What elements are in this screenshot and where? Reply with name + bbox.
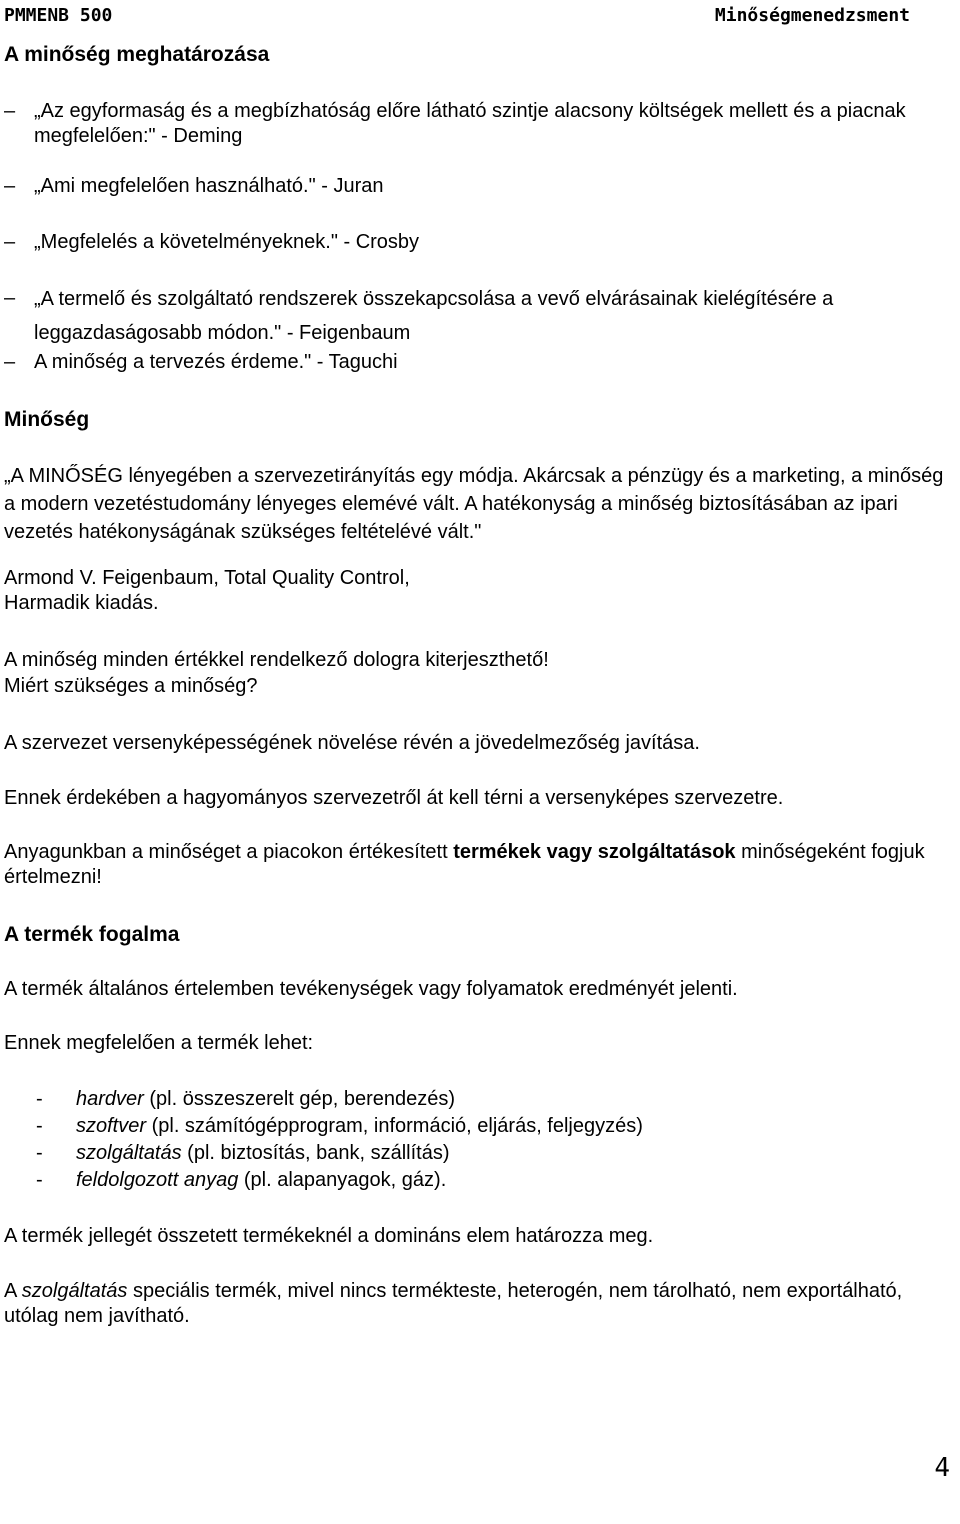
product-definition: A termék általános értelemben tevékenységek vagy folyamatok eredményét jelenti. xyxy=(4,978,738,1000)
product-desc: (pl. összeszerelt gép, berendezés) xyxy=(143,1088,456,1110)
quote-text: A minőség a tervezés érdeme." - Taguchi xyxy=(34,351,398,373)
dash-bullet: – xyxy=(4,231,16,253)
page-number: 4 xyxy=(934,1453,950,1483)
dash-bullet: – xyxy=(4,351,16,373)
interpretation-paragraph xyxy=(4,840,950,890)
dash-bullet: – xyxy=(4,100,16,122)
quote-feigenbaum xyxy=(4,286,944,350)
quote-text: „Az egyformaság és a megbízhatóság előre látható szintje alacsony költségek mellett és a piacnak megfelelően:" - Deming xyxy=(34,100,906,147)
product-desc: (pl. számítógépprogram, információ, eljárás, feljegyzés) xyxy=(146,1115,643,1137)
interpretation-emphasis: termékek vagy szolgáltatások xyxy=(453,841,736,863)
organization-paragraph: Ennek érdekében a hagyományos szervezetről át kell térni a versenyképes szervezetre. xyxy=(4,787,784,809)
source-line-2: Harmadik kiadás. xyxy=(4,592,159,614)
product-term: szoftver xyxy=(76,1115,147,1137)
feigenbaum-quote: „A MINŐSÉG lényegében a szervezetirányítás egy módja. Akárcsak a pénzügy és a marketing, a minőség a modern vezetéstudomány lényeges elemévé vált. A hatékonyság a minőség biztosításában az ipari vezetés hatékonyságának szükséges feltételévé vált." xyxy=(4,465,944,543)
composite-product-paragraph: A termék jellegét összetett termékeknél a domináns elem határozza meg. xyxy=(4,1225,654,1247)
quote-text: „Ami megfelelően használható." - Juran xyxy=(34,175,384,197)
why-question: Miért szükséges a minőség? xyxy=(4,675,258,697)
product-desc: (pl. biztosítás, bank, szállítás) xyxy=(181,1142,450,1164)
course-code: PMMENB 500 xyxy=(4,5,113,26)
quote-text: „Megfelelés a követelményeknek." - Crosby xyxy=(34,231,420,253)
extend-statement: A minőség minden értékkel rendelkező dologra kiterjeszthető! xyxy=(4,649,549,671)
service-term: szolgáltatás xyxy=(21,1280,128,1302)
dash-bullet: – xyxy=(4,287,16,309)
definition-heading: A minőség meghatározása xyxy=(4,43,270,66)
product-term: feldolgozott anyag xyxy=(76,1169,239,1191)
product-heading: A termék fogalma xyxy=(4,923,180,946)
quality-heading: Minőség xyxy=(4,408,90,431)
service-text-c: speciális termék, mivel nincs termékteste, heterogén, nem tárolható, nem exportálható, utólag nem javítható. xyxy=(4,1280,903,1327)
service-paragraph xyxy=(4,1279,950,1329)
subject-title: Minőségmenedzsment xyxy=(714,5,910,26)
product-desc: (pl. alapanyagok, gáz). xyxy=(238,1169,447,1191)
dash-bullet: – xyxy=(4,175,16,197)
interpretation-text-c: minőségeként fogjuk értelmezni! xyxy=(4,841,925,888)
product-term: hardver xyxy=(76,1088,144,1110)
quote-juran xyxy=(4,174,944,199)
quote-text: „A termelő és szolgáltató rendszerek összekapcsolása a vevő elvárásainak kielégítésére a leggazdaságosabb módon." - Feigenbaum xyxy=(34,288,834,344)
competitiveness-paragraph: A szervezet versenyképességének növelése révén a jövedelmezőség javítása. xyxy=(4,732,700,754)
product-types-intro: Ennek megfelelően a termék lehet: xyxy=(4,1032,314,1054)
product-term: szolgáltatás xyxy=(76,1142,182,1164)
hyphen-bullet: - xyxy=(36,1142,43,1164)
quote-taguchi xyxy=(4,350,944,375)
service-text-a: A xyxy=(4,1280,22,1302)
source-line-1: Armond V. Feigenbaum, Total Quality Control, xyxy=(4,567,410,589)
hyphen-bullet: - xyxy=(36,1088,43,1110)
interpretation-text-a: Anyagunkban a minőséget a piacokon értékesített xyxy=(4,841,454,863)
quote-crosby xyxy=(4,230,944,255)
hyphen-bullet: - xyxy=(36,1169,43,1191)
hyphen-bullet: - xyxy=(36,1115,43,1137)
quote-deming xyxy=(4,99,944,149)
